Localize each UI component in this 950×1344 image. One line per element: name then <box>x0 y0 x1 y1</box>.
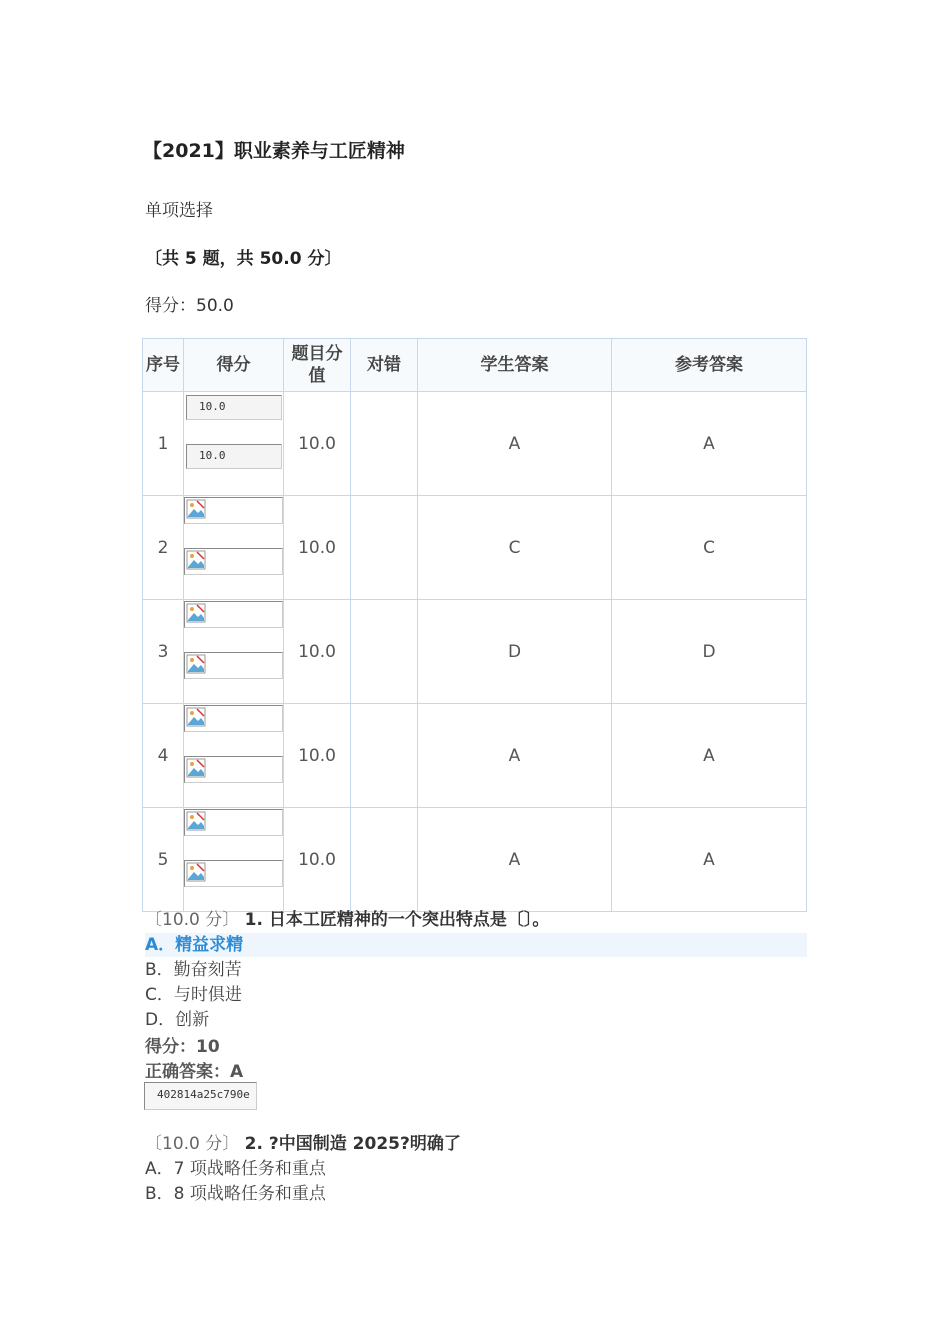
option-d[interactable]: D．创新 <box>145 1010 210 1030</box>
question-stem: 2. ?中国制造 2025?明确了 <box>244 1134 461 1154</box>
reference-answer: C <box>612 496 807 600</box>
section-heading: 单项选择 <box>145 201 213 221</box>
row-number: 4 <box>143 704 184 808</box>
broken-image-placeholder <box>184 548 283 575</box>
broken-image-placeholder <box>184 705 283 732</box>
row-number: 3 <box>143 600 184 704</box>
broken-image-placeholder <box>184 652 283 679</box>
page-title: 【2021】职业素养与工匠精神 <box>143 140 405 162</box>
score-cell <box>184 392 284 496</box>
broken-image-icon <box>186 758 206 778</box>
points-value: 10.0 <box>284 496 351 600</box>
section-totals: 〔共 5 题，共 50.0 分〕 <box>145 249 342 269</box>
score-input[interactable]: 10.0 <box>186 395 282 420</box>
option-a-selected[interactable]: A．精益求精 <box>145 933 807 957</box>
table-row <box>143 704 807 808</box>
broken-image-icon <box>186 550 206 570</box>
table-row <box>143 808 807 912</box>
points-value: 10.0 <box>284 808 351 912</box>
table-row <box>143 600 807 704</box>
correct-cell <box>351 808 418 912</box>
correct-cell <box>351 392 418 496</box>
student-answer: A <box>418 704 612 808</box>
col-header-reference-answer: 参考答案 <box>612 339 807 392</box>
score-cell <box>184 600 284 704</box>
row-number: 1 <box>143 392 184 496</box>
col-header-student-answer: 学生答案 <box>418 339 612 392</box>
score-cell <box>184 704 284 808</box>
table-row <box>143 392 807 496</box>
table-row <box>143 496 807 600</box>
option-b[interactable]: B．勤奋刻苦 <box>145 960 242 980</box>
question-stem: 1. 日本工匠精神的一个突出特点是〔〕。 <box>244 910 550 930</box>
option-b[interactable]: B．8 项战略任务和重点 <box>145 1184 326 1204</box>
question-id-field[interactable]: 402814a25c790e <box>144 1082 257 1110</box>
question-2-header <box>145 1132 461 1156</box>
broken-image-placeholder <box>184 497 283 524</box>
correct-answer: 正确答案：A <box>145 1062 244 1082</box>
broken-image-icon <box>186 499 206 519</box>
reference-answer: A <box>612 392 807 496</box>
score-table <box>142 338 807 912</box>
student-answer: D <box>418 600 612 704</box>
reference-answer: A <box>612 808 807 912</box>
broken-image-icon <box>186 862 206 882</box>
correct-cell <box>351 496 418 600</box>
total-score: 得分：50.0 <box>145 296 234 316</box>
reference-answer: D <box>612 600 807 704</box>
correct-cell <box>351 600 418 704</box>
option-c[interactable]: C．与时俱进 <box>145 985 242 1005</box>
points-value: 10.0 <box>284 392 351 496</box>
row-number: 5 <box>143 808 184 912</box>
broken-image-placeholder <box>184 756 283 783</box>
broken-image-icon <box>186 654 206 674</box>
points-value: 10.0 <box>284 600 351 704</box>
score-input[interactable]: 10.0 <box>186 444 282 469</box>
col-header-no: 序号 <box>143 339 184 392</box>
question-points: 〔10.0 分〕 <box>145 1134 240 1154</box>
score-cell <box>184 808 284 912</box>
broken-image-icon <box>186 811 206 831</box>
points-value: 10.0 <box>284 704 351 808</box>
question-1-header <box>145 908 549 932</box>
col-header-points: 题目分值 <box>284 339 351 392</box>
broken-image-placeholder <box>184 809 283 836</box>
correct-cell <box>351 704 418 808</box>
student-answer: A <box>418 392 612 496</box>
score-cell <box>184 496 284 600</box>
reference-answer: A <box>612 704 807 808</box>
col-header-correct: 对错 <box>351 339 418 392</box>
broken-image-icon <box>186 707 206 727</box>
student-answer: A <box>418 808 612 912</box>
question-score: 得分：10 <box>145 1037 220 1057</box>
broken-image-placeholder <box>184 860 283 887</box>
col-header-score: 得分 <box>184 339 284 392</box>
student-answer: C <box>418 496 612 600</box>
option-a[interactable]: A．7 项战略任务和重点 <box>145 1159 326 1179</box>
broken-image-placeholder <box>184 601 283 628</box>
row-number: 2 <box>143 496 184 600</box>
broken-image-icon <box>186 603 206 623</box>
table-header-row <box>143 339 807 392</box>
question-points: 〔10.0 分〕 <box>145 910 240 930</box>
